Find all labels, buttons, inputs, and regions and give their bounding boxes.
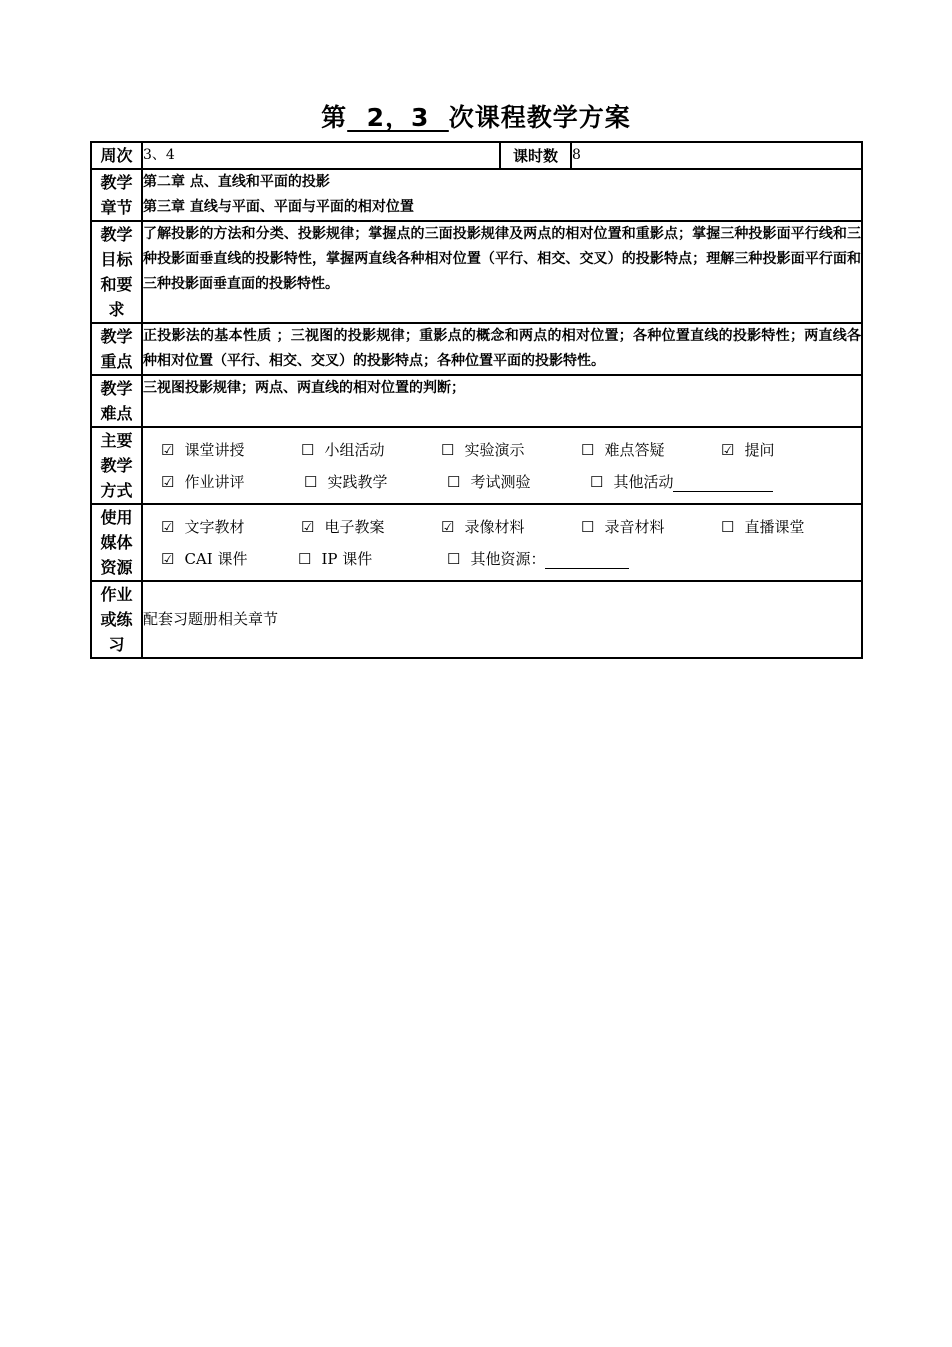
- checkbox-icon: ☐: [304, 473, 318, 491]
- chapter-line: 第二章 点、直线和平面的投影: [143, 174, 330, 190]
- checkbox-icon: ☐: [590, 473, 604, 491]
- week-label: 周次: [91, 142, 142, 169]
- media-option[interactable]: ☑ 电子教案: [301, 518, 385, 536]
- methods-row: [91, 427, 862, 504]
- key-points-row: [91, 323, 862, 375]
- method-option[interactable]: ☐ 考试测验: [447, 473, 531, 491]
- media-option[interactable]: ☐ IP 课件: [298, 550, 373, 568]
- media-row-2: [143, 543, 861, 575]
- method-option[interactable]: ☐ 小组活动: [301, 441, 385, 459]
- chapter-label-line: 章节: [100, 198, 133, 217]
- chapter-row: [91, 169, 862, 221]
- key-points-cell: [142, 323, 862, 375]
- media-option[interactable]: ☑ 文字教材: [161, 518, 245, 536]
- media-option[interactable]: ☑ 录像材料: [441, 518, 525, 536]
- key-points-label: 教学 重点: [91, 323, 142, 375]
- difficulties-text: 三视图投影规律；两点、两直线的相对位置的判断；: [143, 380, 465, 396]
- hours-value: 8: [571, 142, 862, 169]
- chapter-label: [91, 169, 142, 221]
- checkbox-icon: ☐: [581, 441, 595, 459]
- checkbox-icon: ☐: [441, 441, 455, 459]
- checkbox-icon: ☐: [447, 550, 461, 568]
- difficulties-row: [91, 375, 862, 427]
- method-option[interactable]: ☐ 实验演示: [441, 441, 525, 459]
- homework-cell: [142, 581, 862, 658]
- other-resource-blank[interactable]: [545, 552, 629, 569]
- media-row-1: [143, 511, 861, 543]
- homework-label: 作业 或练 习: [91, 581, 142, 658]
- media-option[interactable]: ☑ CAI 课件: [161, 550, 248, 568]
- week-value: 3、4: [142, 142, 500, 169]
- method-option[interactable]: ☑ 课堂讲授: [161, 441, 245, 459]
- difficulties-label: 教学 难点: [91, 375, 142, 427]
- objectives-cell: [142, 221, 862, 323]
- media-option[interactable]: ☐ 其他资源：: [447, 548, 629, 569]
- page-title: [0, 98, 952, 134]
- key-points-text: 正投影法的基本性质 ；三视图的投影规律；重影点的概念和两点的相对位置；各种位置直线的投影特性；两直线各种相对位置（平行、相交、交叉）的投影特点；各种位置平面的投影特性。: [143, 328, 861, 369]
- lesson-plan-table: [90, 141, 863, 659]
- homework-text: 配套习题册相关章节: [143, 610, 279, 628]
- checkbox-icon: ☑: [301, 518, 315, 536]
- methods-row-2: [143, 466, 861, 498]
- method-option[interactable]: ☐ 实践教学: [304, 473, 388, 491]
- checkbox-icon: ☑: [721, 441, 735, 459]
- objectives-row: [91, 221, 862, 323]
- hours-label: 课时数: [500, 142, 571, 169]
- methods-cell: [142, 427, 862, 504]
- other-activity-blank[interactable]: [673, 475, 773, 492]
- checkbox-icon: ☐: [298, 550, 312, 568]
- media-cell: [142, 504, 862, 581]
- method-option[interactable]: ☐ 其他活动: [590, 471, 773, 492]
- title-suffix: 次课程教学方案: [448, 103, 631, 132]
- checkbox-icon: ☑: [441, 518, 455, 536]
- method-option[interactable]: ☑ 提问: [721, 441, 775, 459]
- media-label: 使用 媒体 资源: [91, 504, 142, 581]
- chapter-label-line: 教学: [100, 173, 133, 192]
- checkbox-icon: ☐: [581, 518, 595, 536]
- checkbox-icon: ☑: [161, 441, 175, 459]
- title-number: 2，3: [347, 103, 449, 132]
- objectives-label: 教学 目标 和要 求: [91, 221, 142, 323]
- checkbox-icon: ☑: [161, 518, 175, 536]
- method-option[interactable]: ☐ 难点答疑: [581, 441, 665, 459]
- chapter-line: 第三章 直线与平面、平面与平面的相对位置: [143, 199, 414, 215]
- checkbox-icon: ☐: [721, 518, 735, 536]
- checkbox-icon: ☑: [161, 550, 175, 568]
- methods-row-1: [143, 434, 861, 466]
- title-prefix: 第: [321, 103, 348, 132]
- checkbox-icon: ☐: [447, 473, 461, 491]
- media-row: [91, 504, 862, 581]
- media-option[interactable]: ☐ 录音材料: [581, 518, 665, 536]
- chapter-cell: [142, 169, 862, 221]
- methods-label: 主要 教学 方式: [91, 427, 142, 504]
- homework-row: [91, 581, 862, 658]
- media-option[interactable]: ☐ 直播课堂: [721, 518, 805, 536]
- method-option[interactable]: ☑ 作业讲评: [161, 473, 245, 491]
- objectives-text: 了解投影的方法和分类、投影规律；掌握点的三面投影规律及两点的相对位置和重影点；掌握三种投影面平行线和三种投影面垂直线的投影特性，掌握两直线各种相对位置（平行、相交、交叉）的投影特点；理解三种投影面平行面和三种投影面垂直面的投影特性。: [143, 226, 861, 292]
- checkbox-icon: ☑: [161, 473, 175, 491]
- header-row: [91, 142, 862, 169]
- checkbox-icon: ☐: [301, 441, 315, 459]
- difficulties-cell: [142, 375, 862, 427]
